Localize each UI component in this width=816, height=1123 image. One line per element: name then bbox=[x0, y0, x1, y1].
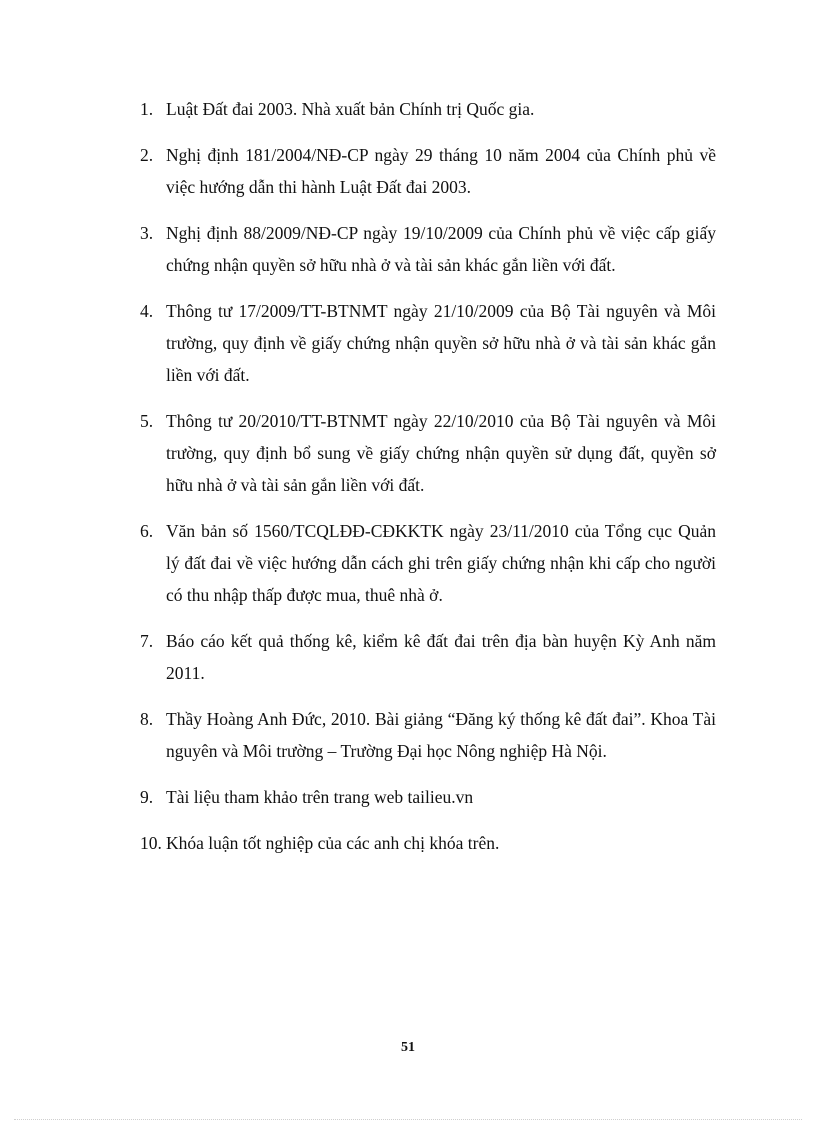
reference-text: Thầy Hoàng Anh Đức, 2010. Bài giảng “Đăng ký thống kê đất đai”. Khoa Tài nguyên và Môi trường – Trường Đại học Nông nghiệp Hà Nội. bbox=[166, 709, 716, 761]
reference-item-9 bbox=[140, 781, 716, 813]
reference-number: 7. bbox=[140, 631, 154, 651]
reference-text: Nghị định 88/2009/NĐ-CP ngày 19/10/2009 của Chính phủ về việc cấp giấy chứng nhận quyền sở hữu nhà ở và tài sản khác gắn liền với đất. bbox=[166, 223, 716, 275]
reference-number: 4. bbox=[140, 301, 154, 321]
reference-number: 8. bbox=[140, 709, 154, 729]
reference-item-8 bbox=[140, 703, 716, 767]
reference-text: Thông tư 20/2010/TT-BTNMT ngày 22/10/2010 của Bộ Tài nguyên và Môi trường, quy định bổ sung về giấy chứng nhận quyền sử dụng đất, quyền sở hữu nhà ở và tài sản gắn liền với đất. bbox=[166, 411, 716, 495]
reference-text: Văn bản số 1560/TCQLĐĐ-CĐKKTK ngày 23/11/2010 của Tổng cục Quản lý đất đai về việc hướng dẫn cách ghi trên giấy chứng nhận khi cấp cho người có thu nhập thấp được mua, thuê nhà ở. bbox=[166, 521, 716, 605]
reference-item-2 bbox=[140, 139, 716, 203]
reference-item-1 bbox=[140, 93, 716, 125]
reference-number: 3. bbox=[140, 223, 154, 243]
reference-text: Nghị định 181/2004/NĐ-CP ngày 29 tháng 10 năm 2004 của Chính phủ về việc hướng dẫn thi hành Luật Đất đai 2003. bbox=[166, 145, 716, 197]
reference-text: Khóa luận tốt nghiệp của các anh chị khóa trên. bbox=[166, 833, 500, 853]
reference-number: 9. bbox=[140, 787, 154, 807]
reference-item-5 bbox=[140, 405, 716, 501]
reference-number: 10. bbox=[140, 833, 162, 853]
reference-item-10 bbox=[140, 827, 716, 859]
reference-number: 5. bbox=[140, 411, 154, 431]
reference-list bbox=[140, 93, 716, 873]
reference-item-4 bbox=[140, 295, 716, 391]
reference-item-3 bbox=[140, 217, 716, 281]
reference-number: 2. bbox=[140, 145, 154, 165]
page-bottom-divider bbox=[14, 1119, 802, 1120]
reference-text: Báo cáo kết quả thống kê, kiểm kê đất đai trên địa bàn huyện Kỳ Anh năm 2011. bbox=[166, 631, 716, 683]
reference-item-7 bbox=[140, 625, 716, 689]
reference-number: 1. bbox=[140, 99, 154, 119]
page-number: 51 bbox=[401, 1040, 415, 1055]
reference-text: Tài liệu tham khảo trên trang web tailieu.vn bbox=[166, 787, 474, 807]
reference-number: 6. bbox=[140, 521, 154, 541]
reference-item-6 bbox=[140, 515, 716, 611]
reference-text: Thông tư 17/2009/TT-BTNMT ngày 21/10/2009 của Bộ Tài nguyên và Môi trường, quy định về giấy chứng nhận quyền sở hữu nhà ở và tài sản khác gắn liền với đất. bbox=[166, 301, 716, 385]
reference-text: Luật Đất đai 2003. Nhà xuất bản Chính trị Quốc gia. bbox=[166, 99, 535, 119]
